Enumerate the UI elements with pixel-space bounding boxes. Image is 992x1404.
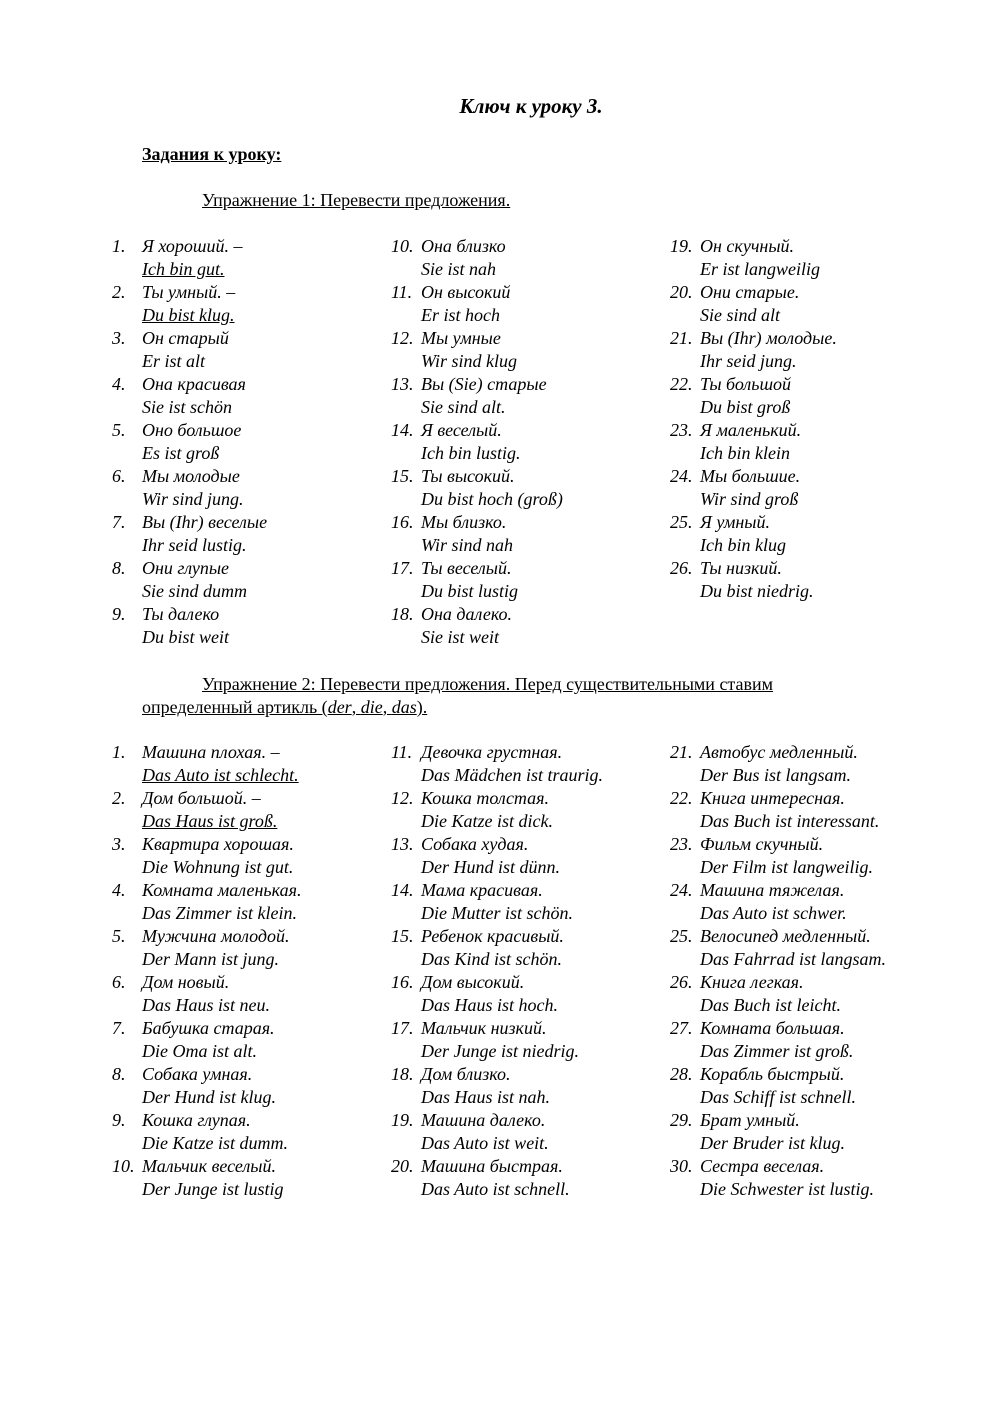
item-number: 4. xyxy=(112,374,126,394)
german-translation: Die Wohnung ist gut. xyxy=(142,857,294,877)
german-translation: Du bist hoch (groß) xyxy=(421,489,563,509)
russian-sentence: Мы большие. xyxy=(700,466,801,486)
item-number: 24. xyxy=(670,880,693,900)
russian-sentence: Ты низкий. xyxy=(700,558,782,578)
list-item xyxy=(391,281,651,327)
exercise-2-title xyxy=(142,673,862,719)
list-item xyxy=(112,971,372,1017)
german-translation: Ihr seid jung. xyxy=(700,351,797,371)
list-item xyxy=(391,419,651,465)
item-number: 22. xyxy=(670,788,693,808)
list-item xyxy=(112,833,372,879)
item-number: 21. xyxy=(670,328,693,348)
list-item xyxy=(670,1155,930,1201)
item-number: 26. xyxy=(670,972,693,992)
list-item xyxy=(112,787,372,833)
list-item xyxy=(391,373,651,419)
list-item xyxy=(112,1017,372,1063)
russian-sentence: Ребенок красивый. xyxy=(421,926,564,946)
russian-sentence: Автобус медленный. xyxy=(700,742,858,762)
russian-sentence: Мы молодые xyxy=(142,466,240,486)
list-item xyxy=(112,741,372,787)
list-item xyxy=(112,1155,372,1201)
list-item xyxy=(670,741,930,787)
german-translation: Er ist langweilig xyxy=(700,259,821,279)
russian-sentence: Машина далеко. xyxy=(421,1110,546,1130)
list-item xyxy=(670,833,930,879)
item-number: 19. xyxy=(391,1110,414,1130)
exercise-2-column-3 xyxy=(670,741,930,1201)
german-translation: Der Hund ist klug. xyxy=(142,1087,276,1107)
item-number: 7. xyxy=(112,512,126,532)
list-item xyxy=(670,787,930,833)
item-number: 8. xyxy=(112,1064,126,1084)
german-translation: Du bist weit xyxy=(142,627,230,647)
item-number: 7. xyxy=(112,1018,126,1038)
list-item xyxy=(670,511,930,557)
german-translation: Der Film ist langweilig. xyxy=(700,857,873,877)
russian-sentence: Ты большой xyxy=(700,374,792,394)
russian-sentence: Она красивая xyxy=(142,374,246,394)
russian-sentence: Дом большой. – xyxy=(142,788,261,808)
item-number: 21. xyxy=(670,742,693,762)
list-item xyxy=(670,925,930,971)
item-number: 12. xyxy=(391,788,414,808)
list-item xyxy=(112,1063,372,1109)
russian-sentence: Квартира хорошая. xyxy=(142,834,294,854)
german-translation: Der Mann ist jung. xyxy=(142,949,279,969)
russian-sentence: Дом новый. xyxy=(142,972,230,992)
russian-sentence: Дом близко. xyxy=(421,1064,511,1084)
item-number: 28. xyxy=(670,1064,693,1084)
list-item xyxy=(112,281,372,327)
german-translation: Das Auto ist schlecht. xyxy=(142,765,299,785)
russian-sentence: Бабушка старая. xyxy=(142,1018,275,1038)
exercise-2-list xyxy=(112,741,952,1211)
russian-sentence: Она близко xyxy=(421,236,506,256)
item-number: 29. xyxy=(670,1110,693,1130)
item-number: 15. xyxy=(391,926,414,946)
item-number: 19. xyxy=(670,236,693,256)
item-number: 9. xyxy=(112,1110,126,1130)
item-number: 25. xyxy=(670,512,693,532)
german-translation: Das Zimmer ist klein. xyxy=(142,903,297,923)
list-item xyxy=(670,373,930,419)
list-item xyxy=(112,235,372,281)
item-number: 11. xyxy=(391,742,413,762)
section-heading: Задания к уроку: xyxy=(142,144,282,164)
german-translation: Wir sind groß xyxy=(700,489,799,509)
exercise-2-column-2 xyxy=(391,741,651,1201)
list-item xyxy=(112,603,372,649)
russian-sentence: Комната маленькая. xyxy=(142,880,302,900)
german-translation: Der Bus ist langsam. xyxy=(700,765,852,785)
russian-sentence: Вы (Ihr) молодые. xyxy=(700,328,837,348)
russian-sentence: Ты высокий. xyxy=(421,466,515,486)
russian-sentence: Мальчик низкий. xyxy=(421,1018,547,1038)
item-number: 17. xyxy=(391,558,414,578)
list-item xyxy=(391,327,651,373)
item-number: 27. xyxy=(670,1018,693,1038)
item-number: 18. xyxy=(391,1064,414,1084)
german-translation: Das Auto ist schnell. xyxy=(421,1179,570,1199)
list-item xyxy=(670,419,930,465)
german-translation: Die Mutter ist schön. xyxy=(421,903,573,923)
item-number: 17. xyxy=(391,1018,414,1038)
item-number: 14. xyxy=(391,420,414,440)
list-item xyxy=(670,1017,930,1063)
item-number: 4. xyxy=(112,880,126,900)
russian-sentence: Вы (Ihr) веселые xyxy=(142,512,268,532)
list-item xyxy=(112,419,372,465)
list-item xyxy=(112,373,372,419)
item-number: 20. xyxy=(391,1156,414,1176)
exercise-1-column-2 xyxy=(391,235,651,649)
russian-sentence: Они глупые xyxy=(142,558,229,578)
russian-sentence: Машина плохая. – xyxy=(142,742,280,762)
german-translation: Du bist klug. xyxy=(142,305,235,325)
german-translation: Du bist lustig xyxy=(421,581,519,601)
item-number: 24. xyxy=(670,466,693,486)
item-number: 23. xyxy=(670,420,693,440)
russian-sentence: Я веселый. xyxy=(421,420,502,440)
russian-sentence: Кошка толстая. xyxy=(421,788,550,808)
item-number: 18. xyxy=(391,604,414,624)
list-item xyxy=(112,879,372,925)
german-translation: Der Junge ist lustig xyxy=(142,1179,284,1199)
item-number: 2. xyxy=(112,282,126,302)
list-item xyxy=(112,327,372,373)
item-number: 10. xyxy=(112,1156,135,1176)
list-item xyxy=(112,465,372,511)
list-item xyxy=(670,327,930,373)
list-item xyxy=(670,1109,930,1155)
german-translation: Das Haus ist hoch. xyxy=(421,995,559,1015)
item-number: 8. xyxy=(112,558,126,578)
german-translation: Sie ist nah xyxy=(421,259,496,279)
russian-sentence: Машина быстрая. xyxy=(421,1156,563,1176)
item-number: 25. xyxy=(670,926,693,946)
item-number: 23. xyxy=(670,834,693,854)
german-translation: Das Auto ist schwer. xyxy=(700,903,847,923)
russian-sentence: Мальчик веселый. xyxy=(142,1156,276,1176)
german-translation: Sie ist schön xyxy=(142,397,232,417)
item-number: 15. xyxy=(391,466,414,486)
item-number: 13. xyxy=(391,834,414,854)
list-item xyxy=(391,603,651,649)
german-translation: Das Buch ist leicht. xyxy=(700,995,841,1015)
russian-sentence: Ты умный. – xyxy=(142,282,236,302)
russian-sentence: Сестра веселая. xyxy=(700,1156,825,1176)
german-translation: Das Haus ist nah. xyxy=(421,1087,551,1107)
russian-sentence: Я умный. xyxy=(700,512,770,532)
german-translation: Die Katze ist dick. xyxy=(421,811,553,831)
russian-sentence: Комната большая. xyxy=(700,1018,845,1038)
russian-sentence: Он старый xyxy=(142,328,229,348)
list-item xyxy=(391,971,651,1017)
russian-sentence: Ты веселый. xyxy=(421,558,512,578)
list-item xyxy=(670,879,930,925)
german-translation: Sie sind dumm xyxy=(142,581,247,601)
german-translation: Das Haus ist groß. xyxy=(142,811,278,831)
german-translation: Das Mädchen ist traurig. xyxy=(421,765,603,785)
russian-sentence: Мы умные xyxy=(421,328,501,348)
german-translation: Du bist groß xyxy=(700,397,791,417)
russian-sentence: Книга легкая. xyxy=(700,972,804,992)
german-translation: Das Haus ist neu. xyxy=(142,995,271,1015)
german-translation: Du bist niedrig. xyxy=(700,581,814,601)
list-item xyxy=(391,235,651,281)
german-translation: Er ist hoch xyxy=(421,305,500,325)
list-item xyxy=(670,281,930,327)
german-translation: Ich bin klug xyxy=(700,535,786,555)
russian-sentence: Дом высокий. xyxy=(421,972,525,992)
item-number: 6. xyxy=(112,972,126,992)
item-number: 16. xyxy=(391,972,414,992)
item-number: 6. xyxy=(112,466,126,486)
item-number: 20. xyxy=(670,282,693,302)
russian-sentence: Книга интересная. xyxy=(700,788,845,808)
german-translation: Sie sind alt. xyxy=(421,397,506,417)
german-translation: Die Schwester ist lustig. xyxy=(700,1179,874,1199)
list-item xyxy=(391,1155,651,1201)
item-number: 30. xyxy=(670,1156,693,1176)
item-number: 10. xyxy=(391,236,414,256)
list-item xyxy=(391,925,651,971)
russian-sentence: Я маленький. xyxy=(700,420,802,440)
russian-sentence: Фильм скучный. xyxy=(700,834,824,854)
item-number: 2. xyxy=(112,788,126,808)
list-item xyxy=(391,787,651,833)
item-number: 3. xyxy=(112,834,126,854)
item-number: 22. xyxy=(670,374,693,394)
german-translation: Sie sind alt xyxy=(700,305,780,325)
russian-sentence: Вы (Sie) старые xyxy=(421,374,547,394)
item-number: 14. xyxy=(391,880,414,900)
german-translation: Sie ist weit xyxy=(421,627,499,647)
list-item xyxy=(391,511,651,557)
russian-sentence: Машина тяжелая. xyxy=(700,880,845,900)
german-translation: Das Zimmer ist groß. xyxy=(700,1041,854,1061)
item-number: 26. xyxy=(670,558,693,578)
german-translation: Der Junge ist niedrig. xyxy=(421,1041,579,1061)
list-item xyxy=(391,557,651,603)
list-item xyxy=(112,511,372,557)
list-item xyxy=(391,879,651,925)
exercise-2-title-text: Упражнение 2: Перевести предложения. Перед существительными ставим определенный артикль (der, die, das). xyxy=(142,674,774,717)
russian-sentence: Она далеко. xyxy=(421,604,513,624)
german-translation: Ich bin klein xyxy=(700,443,790,463)
exercise-1-title: Упражнение 1: Перевести предложения. xyxy=(202,190,511,210)
russian-sentence: Он скучный. xyxy=(700,236,795,256)
exercise-1-column-3 xyxy=(670,235,930,603)
list-item xyxy=(391,1109,651,1155)
item-number: 9. xyxy=(112,604,126,624)
list-item xyxy=(670,235,930,281)
list-item xyxy=(670,557,930,603)
russian-sentence: Девочка грустная. xyxy=(421,742,563,762)
list-item xyxy=(391,1017,651,1063)
exercise-2-column-1 xyxy=(112,741,372,1201)
item-number: 1. xyxy=(112,742,126,762)
german-translation: Das Kind ist schön. xyxy=(421,949,563,969)
list-item xyxy=(112,925,372,971)
russian-sentence: Я хороший. – xyxy=(142,236,243,256)
german-translation: Wir sind klug xyxy=(421,351,518,371)
list-item xyxy=(391,465,651,511)
item-number: 1. xyxy=(112,236,126,256)
german-translation: Das Schiff ist schnell. xyxy=(700,1087,856,1107)
item-number: 5. xyxy=(112,420,126,440)
list-item xyxy=(391,833,651,879)
list-item xyxy=(391,741,651,787)
german-translation: Die Oma ist alt. xyxy=(142,1041,257,1061)
russian-sentence: Мы близко. xyxy=(421,512,507,532)
german-translation: Ihr seid lustig. xyxy=(142,535,247,555)
german-translation: Ich bin gut. xyxy=(142,259,225,279)
russian-sentence: Ты далеко xyxy=(142,604,220,624)
russian-sentence: Велосипед медленный. xyxy=(700,926,871,946)
item-number: 16. xyxy=(391,512,414,532)
russian-sentence: Он высокий xyxy=(421,282,511,302)
russian-sentence: Брат умный. xyxy=(700,1110,800,1130)
german-translation: Es ist groß xyxy=(142,443,220,463)
russian-sentence: Собака умная. xyxy=(142,1064,253,1084)
document-title: Ключ к уроку 3. xyxy=(459,94,603,118)
german-translation: Der Bruder ist klug. xyxy=(700,1133,845,1153)
german-translation: Wir sind nah xyxy=(421,535,514,555)
german-translation: Das Buch ist interessant. xyxy=(700,811,880,831)
german-translation: Das Fahrrad ist langsam. xyxy=(700,949,887,969)
list-item xyxy=(670,465,930,511)
german-translation: Er ist alt xyxy=(142,351,206,371)
list-item xyxy=(391,1063,651,1109)
german-translation: Der Hund ist dünn. xyxy=(421,857,560,877)
russian-sentence: Оно большое xyxy=(142,420,242,440)
item-number: 11. xyxy=(391,282,413,302)
german-translation: Wir sind jung. xyxy=(142,489,244,509)
russian-sentence: Мама красивая. xyxy=(421,880,543,900)
german-translation: Ich bin lustig. xyxy=(421,443,521,463)
german-translation: Das Auto ist weit. xyxy=(421,1133,549,1153)
item-number: 3. xyxy=(112,328,126,348)
list-item xyxy=(112,1109,372,1155)
exercise-1-column-1 xyxy=(112,235,372,649)
russian-sentence: Собака худая. xyxy=(421,834,529,854)
exercise-1-list xyxy=(112,235,932,655)
russian-sentence: Мужчина молодой. xyxy=(142,926,290,946)
russian-sentence: Корабль быстрый. xyxy=(700,1064,845,1084)
list-item xyxy=(112,557,372,603)
item-number: 5. xyxy=(112,926,126,946)
german-translation: Die Katze ist dumm. xyxy=(142,1133,288,1153)
russian-sentence: Кошка глупая. xyxy=(142,1110,251,1130)
russian-sentence: Они старые. xyxy=(700,282,800,302)
item-number: 13. xyxy=(391,374,414,394)
item-number: 12. xyxy=(391,328,414,348)
list-item xyxy=(670,971,930,1017)
list-item xyxy=(670,1063,930,1109)
